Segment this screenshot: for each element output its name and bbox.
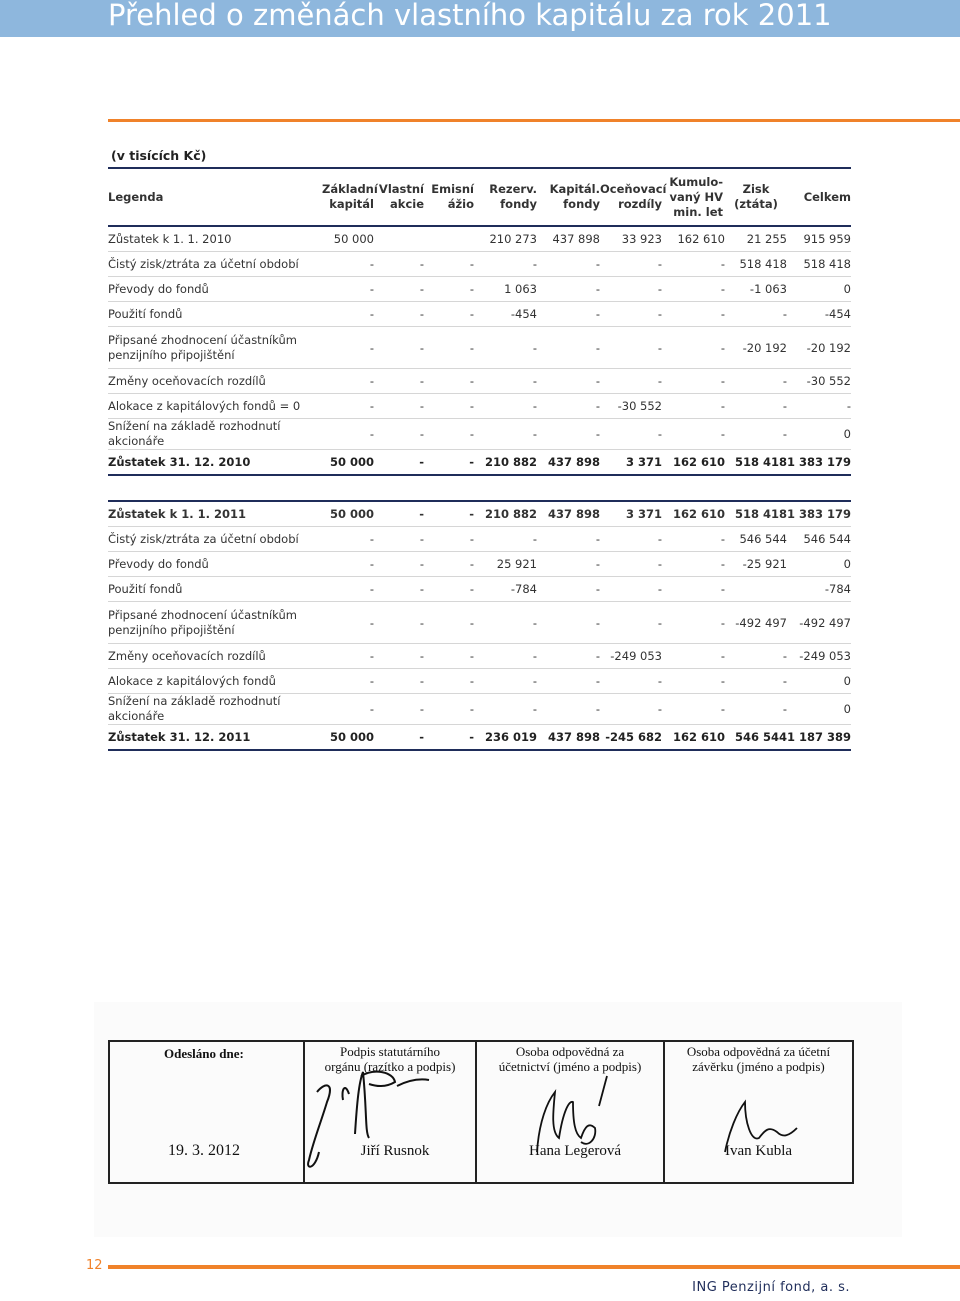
- cell-value: 3 371: [600, 450, 662, 476]
- cell-value: -: [424, 602, 474, 644]
- cell-value: -25 921: [725, 552, 787, 577]
- signature-heading: Osoba odpovědná za účetní závěrku (jméno a podpis): [686, 1044, 831, 1074]
- cell-value: -: [474, 419, 537, 450]
- cell-value: 3 371: [600, 501, 662, 527]
- footer-divider: [108, 1265, 960, 1269]
- equity-changes-table: [108, 167, 851, 751]
- signature-cell-accounting: [477, 1042, 665, 1182]
- column-header: Vlastní akcie: [374, 168, 424, 226]
- cell-value: -: [424, 394, 474, 419]
- cell-value: -: [424, 369, 474, 394]
- cell-value: -: [374, 552, 424, 577]
- cell-value: 1 383 179: [787, 450, 851, 476]
- cell-value: 162 610: [662, 725, 725, 751]
- signature-heading: Podpis statutárního orgánu (razítko a podpis): [324, 1044, 456, 1074]
- cell-value: -: [424, 450, 474, 476]
- cell-value: -: [424, 577, 474, 602]
- column-header: Zisk (ztáta): [725, 168, 787, 226]
- cell-value: -: [537, 394, 600, 419]
- column-header: Emisní ážio: [424, 168, 474, 226]
- cell-value: -: [424, 501, 474, 527]
- cell-value: -: [662, 669, 725, 694]
- cell-value: 50 000: [322, 226, 374, 252]
- cell-value: -: [374, 577, 424, 602]
- column-header: Kumulo-vaný HV min. let: [662, 168, 725, 226]
- cell-value: -: [374, 644, 424, 669]
- unit-note: (v tisících Kč): [111, 148, 207, 163]
- cell-value: -20 192: [725, 327, 787, 369]
- section-spacer: [108, 475, 851, 501]
- cell-value: 50 000: [322, 501, 374, 527]
- cell-value: -: [374, 327, 424, 369]
- cell-value: -: [600, 602, 662, 644]
- statements-name: Ivan Kubla: [724, 1143, 793, 1159]
- cell-value: -30 552: [600, 394, 662, 419]
- cell-value: -: [374, 302, 424, 327]
- footer-company: ING Penzijní fond, a. s.: [692, 1280, 850, 1295]
- cell-value: 50 000: [322, 450, 374, 476]
- cell-value: -30 552: [787, 369, 851, 394]
- cell-value: -: [374, 394, 424, 419]
- cell-value: -: [424, 252, 474, 277]
- cell-value: -784: [474, 577, 537, 602]
- cell-value: -: [374, 602, 424, 644]
- table-row: [108, 277, 851, 302]
- row-label: Zůstatek k 1. 1. 2010: [108, 226, 322, 252]
- cell-value: -: [374, 277, 424, 302]
- cell-value: -: [374, 501, 424, 527]
- cell-value: -: [537, 277, 600, 302]
- cell-value: -: [662, 302, 725, 327]
- cell-value: -: [725, 302, 787, 327]
- cell-value: 437 898: [537, 226, 600, 252]
- cell-value: -: [537, 369, 600, 394]
- cell-value: -454: [474, 302, 537, 327]
- cell-value: -: [374, 369, 424, 394]
- cell-value: -: [600, 327, 662, 369]
- cell-value: -: [537, 527, 600, 552]
- cell-value: 546 544: [725, 527, 787, 552]
- column-header: Oceňovací rozdíly: [600, 168, 662, 226]
- row-label: Alokace z kapitálových fondů: [108, 669, 322, 694]
- cell-value: 915 959: [787, 226, 851, 252]
- cell-value: -: [600, 419, 662, 450]
- signature-heading: Odesláno dne:: [164, 1046, 244, 1061]
- cell-value: -: [474, 394, 537, 419]
- table-row: [108, 527, 851, 552]
- cell-value: -: [322, 602, 374, 644]
- cell-value: -: [424, 302, 474, 327]
- cell-value: -: [725, 694, 787, 725]
- table-row: [108, 669, 851, 694]
- cell-value: -: [322, 302, 374, 327]
- cell-value: -: [424, 527, 474, 552]
- cell-value: 518 418: [787, 252, 851, 277]
- cell-value: -: [322, 327, 374, 369]
- cell-value: -: [600, 369, 662, 394]
- column-header: Základní kapitál: [322, 168, 374, 226]
- table-header-row: [108, 168, 851, 226]
- row-label: Zůstatek k 1. 1. 2011: [108, 501, 322, 527]
- cell-value: -: [600, 252, 662, 277]
- cell-value: -249 053: [787, 644, 851, 669]
- cell-value: -: [537, 694, 600, 725]
- signature-box: [108, 1040, 854, 1184]
- cell-value: -: [600, 694, 662, 725]
- row-label: Změny oceňovacích rozdílů: [108, 369, 322, 394]
- signature-cell-statutory: [305, 1042, 477, 1182]
- row-label: Snížení na základě rozhodnutí akcionáře: [108, 694, 322, 725]
- column-header: Rezerv. fondy: [474, 168, 537, 226]
- accounting-name: Hana Legerová: [528, 1143, 622, 1159]
- cell-value: -: [662, 552, 725, 577]
- cell-value: -: [374, 527, 424, 552]
- cell-value: -: [374, 725, 424, 751]
- cell-value: -: [537, 602, 600, 644]
- cell-value: -: [474, 369, 537, 394]
- cell-value: -: [322, 252, 374, 277]
- column-header: Celkem: [787, 168, 851, 226]
- cell-value: -: [474, 669, 537, 694]
- row-label: Připsané zhodnocení účastníkům penzijního připojištění: [108, 602, 322, 644]
- cell-value: -: [725, 369, 787, 394]
- cell-value: -: [662, 577, 725, 602]
- column-header: Legenda: [108, 168, 322, 226]
- table-row: [108, 644, 851, 669]
- table-row: [108, 552, 851, 577]
- cell-value: [374, 226, 424, 252]
- cell-value: 518 418: [725, 450, 787, 476]
- cell-value: 0: [787, 694, 851, 725]
- cell-value: 0: [787, 669, 851, 694]
- cell-value: -: [787, 394, 851, 419]
- cell-value: -: [662, 419, 725, 450]
- cell-value: -: [537, 302, 600, 327]
- table-row: [108, 226, 851, 252]
- cell-value: 21 255: [725, 226, 787, 252]
- table-row: [108, 694, 851, 725]
- cell-value: -492 497: [725, 602, 787, 644]
- row-label: Snížení na základě rozhodnutí akcionáře: [108, 419, 322, 450]
- cell-value: -: [600, 527, 662, 552]
- cell-value: -: [322, 527, 374, 552]
- signature-heading: Osoba odpovědná za účetnictví (jméno a podpis): [498, 1044, 642, 1074]
- cell-value: -: [600, 577, 662, 602]
- cell-value: -: [322, 277, 374, 302]
- cell-value: -: [662, 602, 725, 644]
- cell-value: 25 921: [474, 552, 537, 577]
- cell-value: 0: [787, 419, 851, 450]
- row-label: Zůstatek 31. 12. 2011: [108, 725, 322, 751]
- cell-value: -: [474, 694, 537, 725]
- cell-value: -: [537, 327, 600, 369]
- cell-value: -: [537, 644, 600, 669]
- cell-value: -: [322, 369, 374, 394]
- signature-cell-sent: [110, 1042, 305, 1182]
- cell-value: -249 053: [600, 644, 662, 669]
- row-label: Alokace z kapitálových fondů = 0: [108, 394, 322, 419]
- cell-value: -: [474, 644, 537, 669]
- cell-value: -: [600, 552, 662, 577]
- handwritten-signature-kubla: [665, 1042, 852, 1182]
- row-label: Převody do fondů: [108, 552, 322, 577]
- cell-value: -: [424, 552, 474, 577]
- cell-value: -: [600, 669, 662, 694]
- cell-value: [424, 226, 474, 252]
- cell-value: -: [424, 644, 474, 669]
- cell-value: -: [537, 669, 600, 694]
- row-label: Změny oceňovacích rozdílů: [108, 644, 322, 669]
- cell-value: 236 019: [474, 725, 537, 751]
- table-row: [108, 725, 851, 751]
- cell-value: -: [474, 527, 537, 552]
- cell-value: -: [537, 252, 600, 277]
- cell-value: -245 682: [600, 725, 662, 751]
- cell-value: -: [600, 302, 662, 327]
- cell-value: 50 000: [322, 725, 374, 751]
- handwritten-signature-rusnok: [305, 1042, 477, 1182]
- sent-date: 19. 3. 2012: [168, 1142, 240, 1159]
- cell-value: 518 418: [725, 501, 787, 527]
- cell-value: 210 882: [474, 501, 537, 527]
- cell-value: -: [322, 419, 374, 450]
- row-label: Zůstatek 31. 12. 2010: [108, 450, 322, 476]
- table-row: [108, 252, 851, 277]
- cell-value: -: [474, 327, 537, 369]
- cell-value: -: [322, 669, 374, 694]
- cell-value: 162 610: [662, 450, 725, 476]
- cell-value: -: [374, 694, 424, 725]
- header-divider: [108, 119, 960, 122]
- cell-value: -: [600, 277, 662, 302]
- header-band: [0, 0, 960, 37]
- cell-value: -: [537, 552, 600, 577]
- cell-value: -: [474, 252, 537, 277]
- table-row: [108, 302, 851, 327]
- cell-value: -: [725, 419, 787, 450]
- cell-value: -: [322, 552, 374, 577]
- cell-value: -20 192: [787, 327, 851, 369]
- cell-value: -: [474, 602, 537, 644]
- table-row: [108, 327, 851, 369]
- cell-value: -: [322, 577, 374, 602]
- cell-value: 162 610: [662, 226, 725, 252]
- cell-value: -: [662, 252, 725, 277]
- statutory-name: Jiří Rusnok: [360, 1143, 430, 1159]
- cell-value: -: [374, 669, 424, 694]
- cell-value: 437 898: [537, 725, 600, 751]
- cell-value: 546 544: [787, 527, 851, 552]
- cell-value: -: [424, 725, 474, 751]
- cell-value: -: [725, 394, 787, 419]
- cell-value: -: [424, 419, 474, 450]
- cell-value: -454: [787, 302, 851, 327]
- cell-value: 210 882: [474, 450, 537, 476]
- cell-value: 0: [787, 277, 851, 302]
- cell-value: -: [537, 577, 600, 602]
- cell-value: 1 383 179: [787, 501, 851, 527]
- cell-value: -: [662, 527, 725, 552]
- cell-value: -: [424, 277, 474, 302]
- row-label: Čistý zisk/ztráta za účetní období: [108, 252, 322, 277]
- cell-value: 1 063: [474, 277, 537, 302]
- handwritten-signature-legerova: [477, 1042, 665, 1182]
- table-row: [108, 369, 851, 394]
- row-label: Převody do fondů: [108, 277, 322, 302]
- cell-value: 33 923: [600, 226, 662, 252]
- cell-value: -: [322, 394, 374, 419]
- cell-value: -: [662, 327, 725, 369]
- row-label: Použití fondů: [108, 577, 322, 602]
- signature-cell-statements: [665, 1042, 852, 1182]
- cell-value: 210 273: [474, 226, 537, 252]
- row-label: Čistý zisk/ztráta za účetní období: [108, 527, 322, 552]
- cell-value: -: [424, 694, 474, 725]
- cell-value: -: [374, 419, 424, 450]
- table-row: [108, 602, 851, 644]
- spacer-cell: [108, 475, 851, 501]
- cell-value: -: [662, 694, 725, 725]
- cell-value: -: [662, 394, 725, 419]
- cell-value: 546 544: [725, 725, 787, 751]
- table-row: [108, 419, 851, 450]
- cell-value: 0: [787, 552, 851, 577]
- cell-value: -: [725, 669, 787, 694]
- cell-value: -: [662, 369, 725, 394]
- cell-value: -784: [787, 577, 851, 602]
- column-header: Kapitál. fondy: [537, 168, 600, 226]
- table-row: [108, 577, 851, 602]
- cell-value: -: [537, 419, 600, 450]
- cell-value: -: [322, 644, 374, 669]
- row-label: Připsané zhodnocení účastníkům penzijního připojištění: [108, 327, 322, 369]
- table-row: [108, 501, 851, 527]
- cell-value: -: [374, 252, 424, 277]
- cell-value: 518 418: [725, 252, 787, 277]
- cell-value: -: [662, 644, 725, 669]
- page-number: 12: [86, 1258, 103, 1273]
- cell-value: -: [374, 450, 424, 476]
- cell-value: -: [424, 327, 474, 369]
- cell-value: 162 610: [662, 501, 725, 527]
- cell-value: 437 898: [537, 450, 600, 476]
- cell-value: 437 898: [537, 501, 600, 527]
- cell-value: -: [662, 277, 725, 302]
- table-row: [108, 394, 851, 419]
- cell-value: -: [725, 644, 787, 669]
- cell-value: -492 497: [787, 602, 851, 644]
- cell-value: 1 187 389: [787, 725, 851, 751]
- row-label: Použití fondů: [108, 302, 322, 327]
- cell-value: -: [424, 669, 474, 694]
- page-title: Přehled o změnách vlastního kapitálu za rok 2011: [108, 0, 832, 32]
- table-row: [108, 450, 851, 476]
- cell-value: -: [322, 694, 374, 725]
- cell-value: -1 063: [725, 277, 787, 302]
- cell-value: [725, 577, 787, 602]
